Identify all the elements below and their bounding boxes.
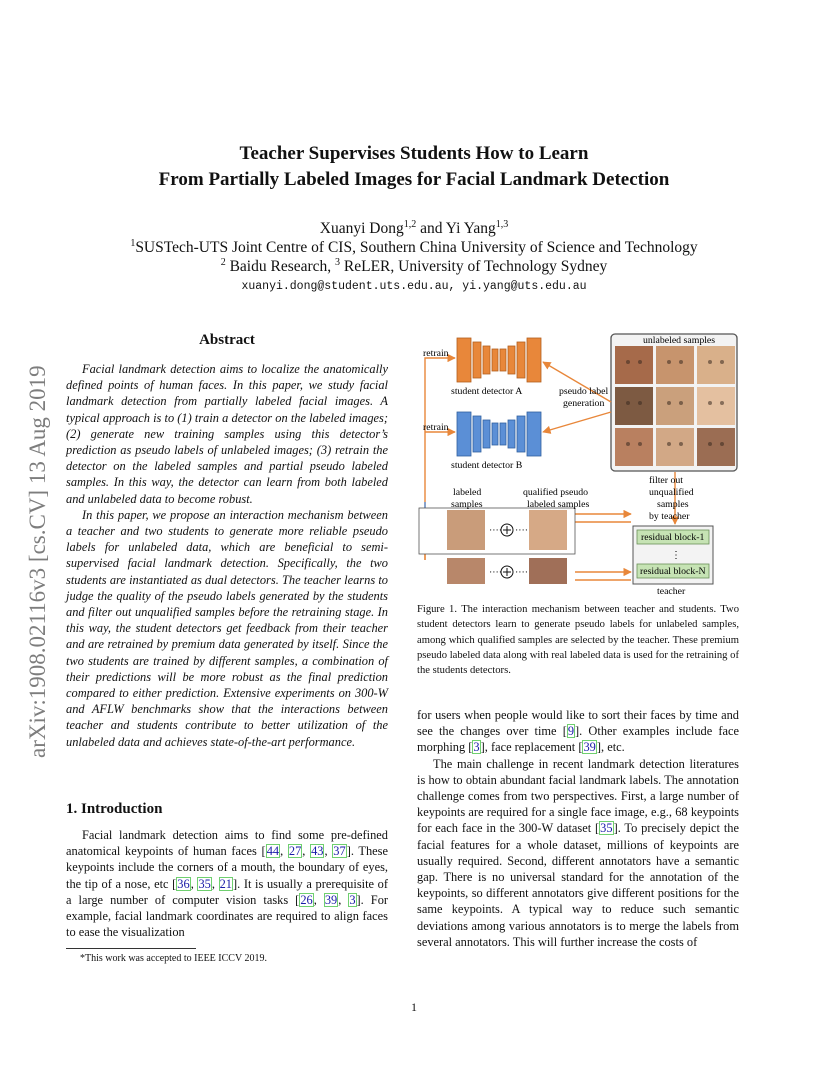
footnote: *This work was accepted to IEEE ICCV 2019. — [80, 953, 267, 964]
dots: ···· — [489, 525, 503, 536]
figure-caption: Figure 1. The interaction mechanism between teacher and students. Two student detectors learn to generate pseudo labels for unlabeled samples, among which qualified samples are selected by the teacher. These premium pseudo labeled data along with real labeled data is used for the retraining of the students detectors. — [417, 604, 739, 677]
label-residual-n: residual block-N — [640, 566, 706, 577]
label-retrain-b: retrain — [423, 422, 449, 433]
right-column-text — [417, 707, 739, 950]
intro-paragraph: Facial landmark detection aims to find some pre-defined anatomical keypoints of human faces [44, 27, 43, 37]. These keypoints include the corners of a mouth, the boundary of eyes, the tip of a nose, etc [36, 35, 21]. It is usually a prerequisite of a large number of computer vision tasks [26, 39, 3]. For example, facial landmark coordinates are required to align faces to ease the visualization — [66, 828, 389, 940]
face-image — [697, 346, 735, 384]
abstract-paragraph-2: In this paper, we propose an interaction mechanism between a teacher and two students to generate more reliable pseudo labels for unlabeled data, which are beneficial to semi-supervised facial landmark detection. Specifically, the two students are instantiated as dual detectors. The teacher learns to judge the quality of the pseudo labels generated by the students and filter out unqualified samples before the retraining stage. In this way, the student detectors get feedback from their teacher and are retrained by premium data generated by itself. Since the two students are trained by different samples, a combination of their predictions will be more robust as the final prediction compared to either prediction. Extensive experiments on 300-W and AFLW benchmarks show that the interactions between teacher and students contribute to better utilization of the unlabeled data and achieves state-of-the-art performance. — [66, 507, 388, 749]
label-labeled-2: samples — [451, 499, 483, 510]
citation-link[interactable]: 37 — [333, 844, 346, 859]
footnote-rule — [66, 948, 196, 949]
citation-link[interactable]: 35 — [198, 876, 211, 891]
labeled-face-2 — [447, 558, 485, 584]
student-detector-a-network — [457, 338, 541, 382]
face-image — [656, 387, 694, 425]
label-residual-1: residual block-1 — [641, 532, 705, 543]
paper-title — [0, 141, 828, 193]
author-emails: xuanyi.dong@student.uts.edu.au, yi.yang@uts.edu.au — [241, 280, 587, 293]
citation-link[interactable]: 9 — [567, 724, 575, 739]
label-retrain-a: retrain — [423, 348, 449, 359]
label-pseudo-label-2: generation — [563, 398, 605, 409]
citation-link[interactable]: 36 — [177, 876, 190, 891]
label-teacher: teacher — [657, 586, 686, 597]
abstract-heading: Abstract — [199, 332, 255, 348]
dots: ···· — [515, 567, 529, 578]
abstract-text — [66, 361, 388, 750]
label-filter-2: unqualified — [649, 487, 694, 498]
label-pseudo-label-1: pseudo label — [559, 386, 609, 397]
citation-link[interactable]: 44 — [266, 844, 280, 859]
face-image — [615, 346, 653, 384]
label-student-a: student detector A — [451, 386, 523, 397]
label-qualified-2: labeled samples — [527, 499, 590, 510]
qualified-face-1 — [529, 510, 567, 550]
arrow-to-student-b — [543, 412, 611, 432]
arxiv-id: arXiv:1908.02116v3 [cs.CV] 13 Aug 2019 — [25, 365, 50, 758]
author-names: Xuanyi Dong$^{1,2}$ and Yi Yang$^{1,3}$ — [319, 218, 509, 237]
abstract-paragraph-1: Facial landmark detection aims to localize the anatomically defined points of human faces. In this paper, we study facial landmark detection from partially labeled facial images. A typical approach is to (1) train a detector on the labeled images; (2) generate new training samples using this detector’s prediction as pseudo labels of unlabeled images; (3) retrain the detector on the labeled samples and partial pseudo labeled samples. In this way, the detector can learn from both labeled and unlabeled data to become robust. — [66, 362, 388, 506]
qualified-face-2 — [529, 558, 567, 584]
citation-link[interactable]: 35 — [600, 821, 613, 836]
figure-diagram — [417, 332, 741, 597]
citation-link[interactable]: 39 — [324, 892, 338, 907]
label-filter-3: samples — [657, 499, 689, 510]
citation-link[interactable]: 43 — [311, 844, 324, 859]
citation-link[interactable]: 3 — [473, 740, 480, 755]
title-line-2: From Partially Labeled Images for Facial Landmark Detection — [158, 169, 670, 190]
face-image — [615, 428, 653, 466]
labeled-face-1 — [447, 510, 485, 550]
label-vdots: ⋮ — [671, 550, 681, 561]
dots: ···· — [489, 567, 503, 578]
unlabeled-face-grid — [615, 346, 735, 466]
affiliation-2: $^2$ Baidu Research, $^3$ ReLER, University of Technology Sydney — [220, 256, 608, 275]
label-filter-1: filter out — [649, 475, 684, 486]
label-filter-4: by teacher — [649, 511, 690, 522]
face-image — [656, 346, 694, 384]
label-student-b: student detector B — [451, 460, 523, 471]
right-paragraph-1: for users when people would like to sort their faces by time and see the changes over time [9]. Other examples include face morphing [3], face replacement [39], etc. — [417, 708, 739, 755]
title-line-1: Teacher Supervises Students How to Learn — [239, 143, 589, 164]
figure-1 — [417, 332, 741, 597]
face-image — [697, 387, 735, 425]
face-image — [697, 428, 735, 466]
label-unlabeled-samples: unlabeled samples — [643, 335, 716, 346]
label-qualified-1: qualified pseudo — [523, 487, 589, 498]
right-paragraph-2: The main challenge in recent landmark detection literatures is how to obtain abundant facial landmark labels. The annotation challenge comes from two perspectives. First, a large number of keypoints are required for a single face image, e.g., 68 keypoints for each face in the 300-W dataset [35]. To precisely depict the facial features for a whole dataset, millions of keypoints are usually required. Second, different annotators have a semantic gap. There is no universal standard for the annotation of the keypoints, so different annotators give different positions for the same keypoints. A typical way to reduce such semantic deviations among various annotators is to merge the labels from several annotators. This will further increase the costs of — [417, 756, 739, 949]
dots: ···· — [515, 525, 529, 536]
face-image — [656, 428, 694, 466]
page-number: 1 — [411, 1000, 417, 1014]
face-image — [615, 387, 653, 425]
affiliation-1: $^1$SUSTech-UTS Joint Centre of CIS, Southern China University of Science and Technology — [130, 237, 698, 256]
section-heading-introduction: 1. Introduction — [66, 801, 163, 817]
intro-text — [66, 827, 388, 940]
citation-link[interactable]: 39 — [583, 740, 596, 755]
label-labeled-1: labeled — [453, 487, 482, 498]
citation-link[interactable]: 27 — [288, 844, 302, 859]
arxiv-stamp — [18, 258, 52, 758]
student-detector-b-network — [457, 412, 541, 456]
citation-link[interactable]: 3 — [349, 892, 356, 907]
citation-link[interactable]: 26 — [300, 892, 313, 907]
author-block — [0, 219, 828, 276]
citation-link[interactable]: 21 — [219, 876, 232, 891]
